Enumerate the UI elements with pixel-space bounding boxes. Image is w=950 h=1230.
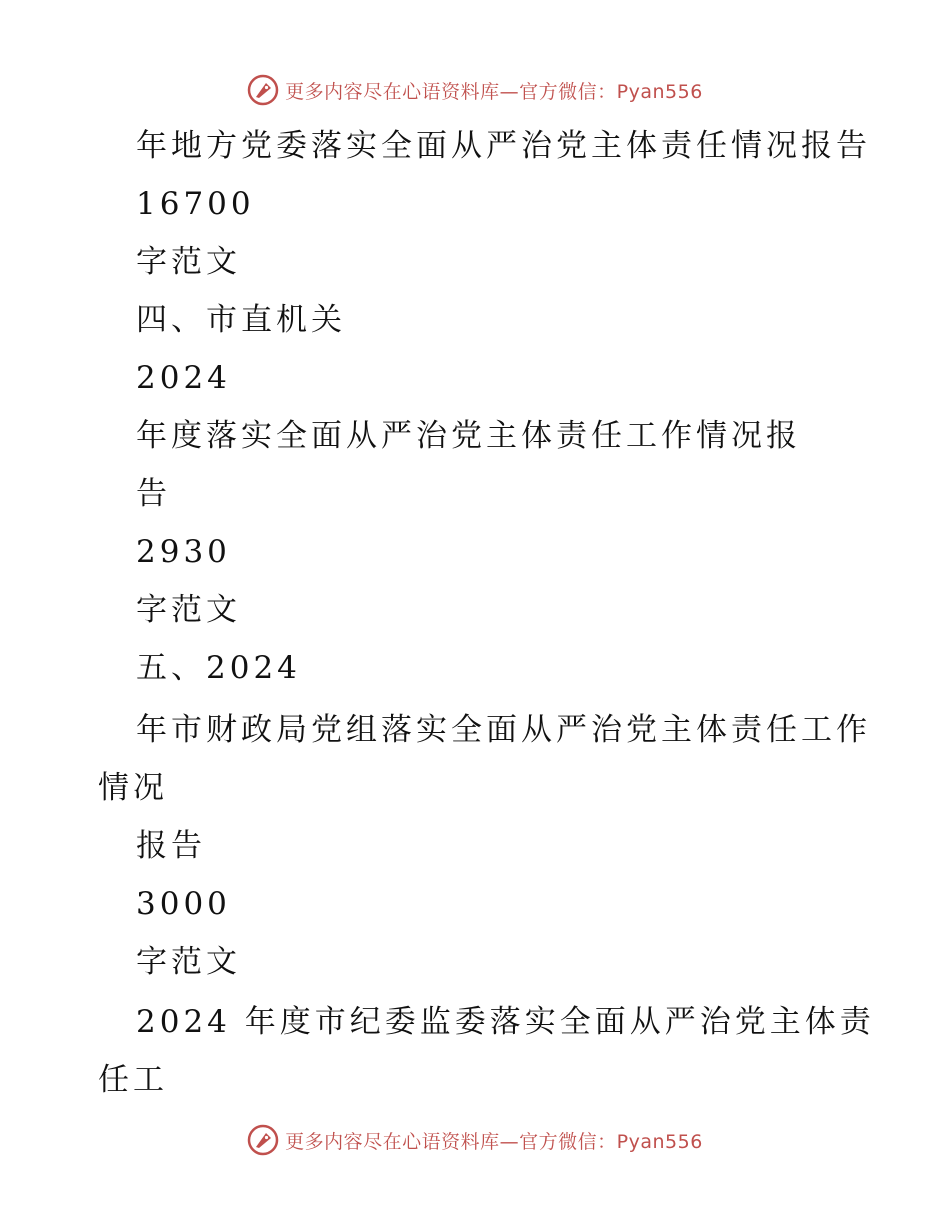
doc-line: 16700 <box>136 186 255 222</box>
doc-line: 2024 <box>136 360 231 396</box>
doc-line: 2024 年度市纪委监委落实全面从严治党主体责 <box>136 1004 875 1040</box>
pen-nib-logo-icon <box>247 74 279 106</box>
doc-line: 字范文 <box>136 592 241 628</box>
doc-line: 字范文 <box>136 944 241 980</box>
pen-nib-logo-icon <box>247 1124 279 1156</box>
doc-line: 四、市直机关 <box>136 302 346 338</box>
doc-line: 报告 <box>136 828 206 864</box>
doc-line: 任工 <box>98 1062 168 1098</box>
doc-line: 情况 <box>98 770 168 806</box>
doc-line: 年市财政局党组落实全面从严治党主体责任工作 <box>136 712 871 748</box>
doc-line: 字范文 <box>136 244 241 280</box>
watermark-text: 更多内容尽在心语资料库—官方微信：Pyan556 <box>285 80 703 103</box>
doc-line: 年地方党委落实全面从严治党主体责任情况报告 <box>136 128 871 164</box>
doc-line: 年度落实全面从严治党主体责任工作情况报 <box>136 418 801 454</box>
watermark-footer <box>0 1120 950 1160</box>
doc-line: 告 <box>136 476 171 512</box>
doc-line: 五、2024 <box>136 650 301 686</box>
watermark-header <box>0 70 950 110</box>
doc-line: 3000 <box>136 886 231 922</box>
doc-line: 2930 <box>136 534 231 570</box>
watermark-text: 更多内容尽在心语资料库—官方微信：Pyan556 <box>285 1130 703 1153</box>
